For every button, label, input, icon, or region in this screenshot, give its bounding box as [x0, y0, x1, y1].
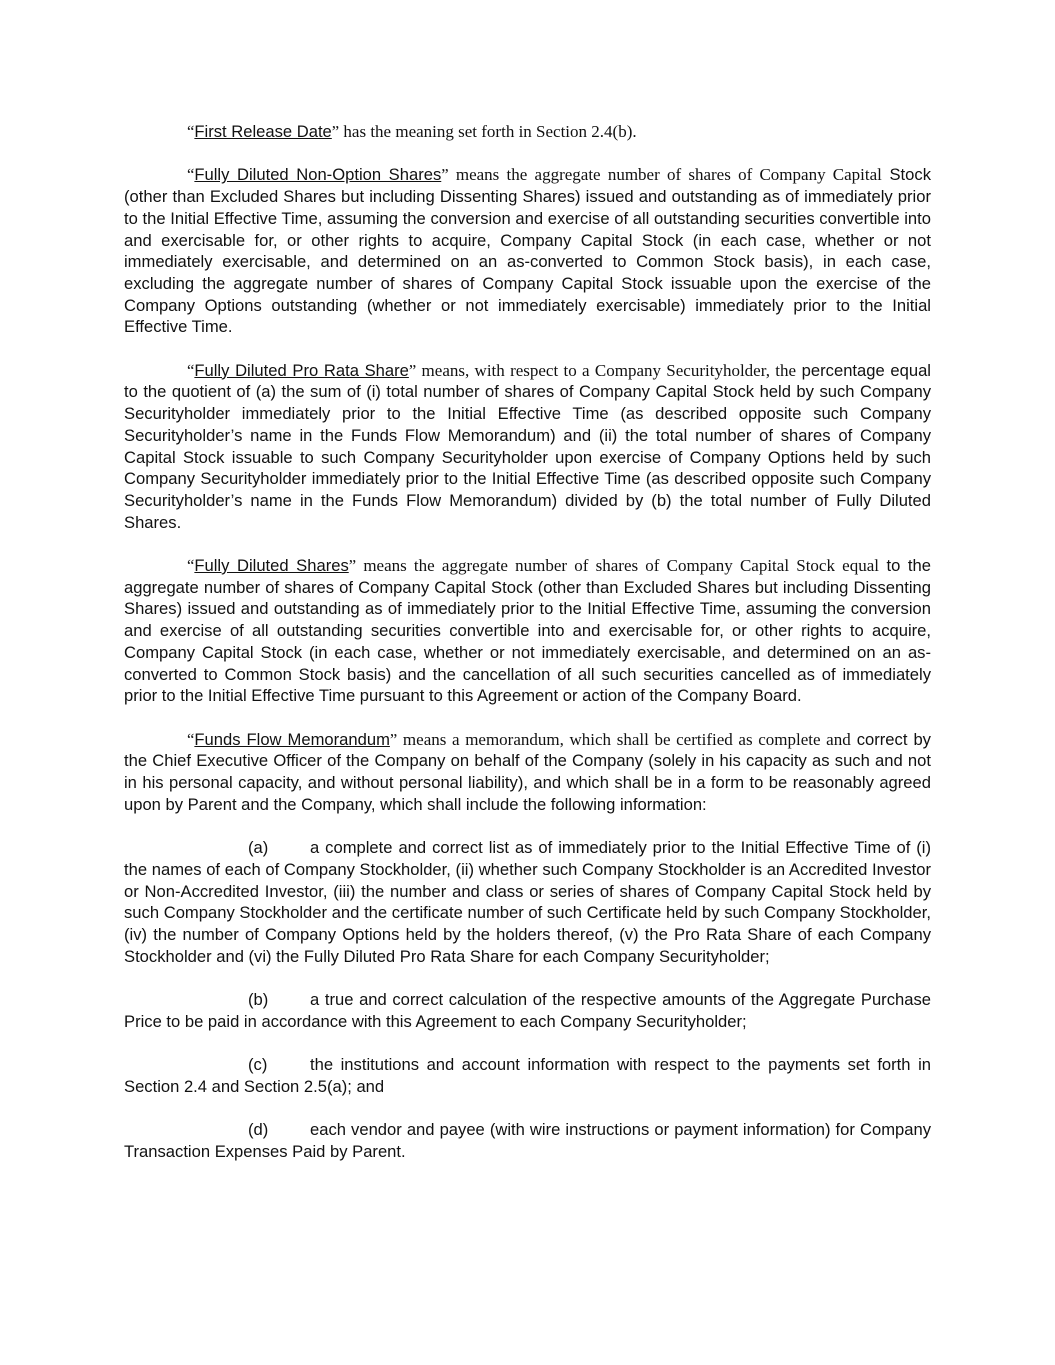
defined-term: Funds Flow Memorandum	[194, 729, 390, 749]
definition-body: correct by the Chief Executive Officer of the Company on behalf of the Company (solely in his capacity as such and not in his personal capacity, and without personal liability), and which shall be in a form to be reasonably agreed upon by Parent and the Company, which shall include the following information:	[124, 729, 931, 814]
open-quote: “	[187, 165, 195, 185]
open-quote: “	[187, 360, 195, 380]
definition-body: Stock (other than Excluded Shares but including Dissenting Shares) issued and outstanding as of immediately prior to the Initial Effective Time, assuming the conversion and exercise of all outstanding securities convertible into and exercisable for, or other rights to acquire, Company Capital Stock (in each case, whether or not immediately exercisable, and determined on an as-converted to Common Stock basis), in each case, excluding the aggregate number of shares of Company Capital Stock issuable upon the exercise of the Company Options outstanding (whether or not immediately exercisable) immediately prior to the Initial Effective Time.	[124, 165, 931, 337]
subitem-label: (c)	[248, 1055, 268, 1075]
subitem-text: each vendor and payee (with wire instructions or payment information) for Company Transaction Expenses Paid by Parent.	[124, 1120, 931, 1161]
definition-intro: means a memorandum, which shall be certified as complete and	[397, 729, 851, 749]
definition-intro: means, with respect to a Company Securityholder, the	[416, 360, 797, 380]
definition-fully-diluted-non-option-shares	[124, 164, 931, 338]
defined-term: Fully Diluted Shares	[194, 556, 349, 576]
subitem-b	[124, 989, 931, 1032]
subitem-text: the institutions and account information with respect to the payments set forth in Section 2.4 and Section 2.5(a); and	[124, 1055, 931, 1096]
subitem-d	[124, 1119, 931, 1162]
subitem-label: (a)	[248, 838, 269, 858]
definition-body: percentage equal to the quotient of (a) the sum of (i) total number of shares of Company Capital Stock held by such Company Securityholder immediately prior to the Initial Effective Time (as described opposite such Company Securityholder’s name in the Funds Flow Memorandum) and (ii) the total number of shares of Company Capital Stock issuable to such Company Securityholder upon exercise of Company Options held by such Company Securityholder immediately prior to the Initial Effective Time (as described opposite such Company Securityholder’s name in the Funds Flow Memorandum) divided by (b) the total number of Fully Diluted Shares.	[124, 360, 931, 532]
close-quote: ”	[441, 165, 449, 185]
defined-term: Fully Diluted Pro Rata Share	[194, 360, 409, 380]
open-quote: “	[187, 729, 195, 749]
close-quote: ”	[389, 729, 398, 749]
subitem-text: a true and correct calculation of the respective amounts of the Aggregate Purchase Price to be paid in accordance with this Agreement to each Company Securityholder;	[124, 990, 931, 1031]
subitem-c	[124, 1054, 931, 1097]
definition-first-release-date	[124, 121, 931, 143]
definition-funds-flow-memorandum	[124, 729, 931, 816]
definition-intro: means the aggregate number of shares of Company Capital	[448, 165, 882, 185]
definition-intro: means the aggregate number of shares of Company Capital Stock equal	[356, 556, 879, 576]
close-quote: ”	[408, 360, 417, 380]
definition-fully-diluted-shares	[124, 555, 931, 707]
document-page	[124, 121, 931, 1184]
subitem-label: (b)	[248, 990, 269, 1010]
defined-term: Fully Diluted Non-Option Shares	[194, 165, 442, 185]
subitem-a	[124, 837, 931, 967]
definition-body: to the aggregate number of shares of Company Capital Stock (other than Excluded Shares but including Dissenting Shares) issued and outstanding as of immediately prior to the Initial Effective Time, assuming the conversion and exercise of all outstanding securities convertible into and exercisable for, or other rights to acquire, Company Capital Stock (in each case, whether or not immediately exercisable, and determined on an as-converted to Common Stock basis) and the cancellation of all such securities cancelled as of immediately prior to the Initial Effective Time pursuant to this Agreement or action of the Company Board.	[124, 556, 931, 706]
definition-fully-diluted-pro-rata-share	[124, 360, 931, 534]
close-quote: ”	[331, 122, 340, 141]
definition-intro: has the meaning set forth in Section 2.4(b).	[339, 122, 637, 141]
open-quote: “	[187, 556, 195, 576]
subitem-text: a complete and correct list as of immediately prior to the Initial Effective Time of (i) the names of each of Company Stockholder, (ii) whether such Company Stockholder is an Accredited Investor or Non-Accredited Investor, (iii) the number and class or series of shares of Company Capital Stock held by such Company Stockholder and the certificate number of such Certificate held by such Company Stockholder, (iv) the number of Company Options held by the holders thereof, (v) the Pro Rata Share of each Company Stockholder and (vi) the Fully Diluted Pro Rata Share for each Company Securityholder;	[124, 838, 931, 966]
open-quote: “	[187, 122, 195, 141]
subitem-label: (d)	[248, 1120, 269, 1140]
defined-term: First Release Date	[194, 122, 332, 141]
close-quote: ”	[348, 556, 357, 576]
